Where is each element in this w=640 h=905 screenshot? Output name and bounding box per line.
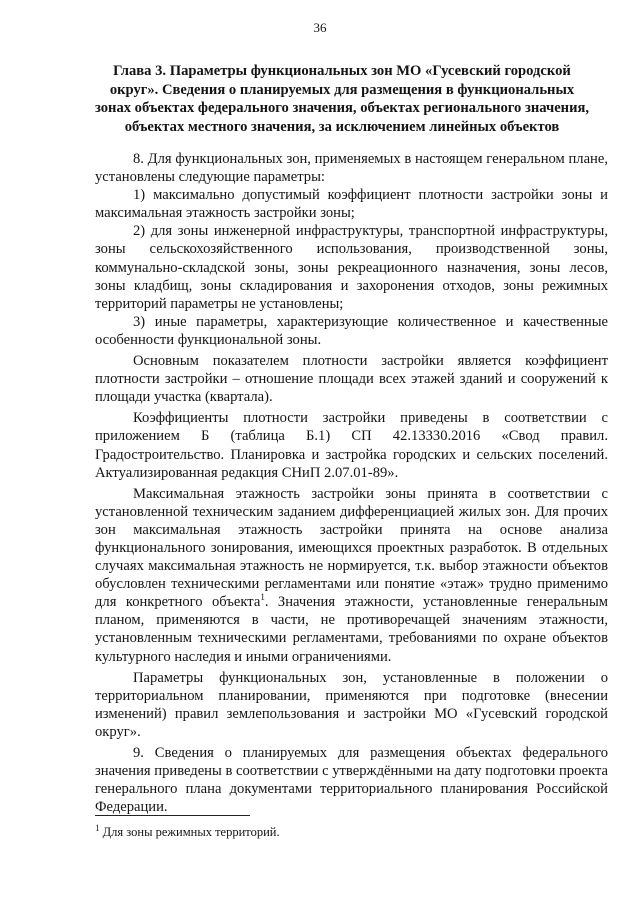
footnote xyxy=(95,822,608,840)
floors-paragraph-text: Максимальная этажность застройки зоны принята в соответствии с установленной техническим заданием дифференциацией жилых зон. Для прочих зон максимальная этажность застройки принята на основе анализа функционального зонирования, имеющихся проектных разработок. В отдельных случаях максимальная этажность не нормируется, т.к. выбор этажности объектов обусловлен техническими регламентами или понятие «этаж» трудно применимо для конкретного объекта xyxy=(95,485,608,611)
footnote-divider xyxy=(95,815,250,816)
list-item-3: 3) иные параметры, характеризующие количественное и качественные особенности функциональной зоны. xyxy=(95,313,608,348)
footnote-marker: 1 xyxy=(95,822,100,833)
footnote-text: Для зоны режимных территорий. xyxy=(102,825,280,839)
density-paragraph: Основным показателем плотности застройки является коэффициент плотности застройки – отношение площади всех этажей зданий и сооружений к площади участка (квартала). xyxy=(95,353,608,406)
footnote-reference: 1 xyxy=(260,592,265,603)
document-body xyxy=(95,150,608,816)
coefficients-paragraph: Коэффициенты плотности застройки приведены в соответствии с приложением Б (таблица Б.1) СП 42.13330.2016 «Свод правил. Градостроительство. Планировка и застройка городских и сельских поселений. Актуализированная редакция СНиП 2.07.01-89». xyxy=(95,410,608,481)
floors-paragraph: Максимальная этажность застройки зоны принята в соответствии с установленной техническим заданием дифференциацией жилых зон. Для прочих зон максимальная этажность застройки принята на основе анализа функционального зонирования, имеющихся проектных разработок. В отдельных случаях максимальная этажность не нормируется, т.к. выбор этажности объектов обусловлен техническими регламентами или понятие «этаж» трудно применимо для конкретного объекта$^1$. Значения этажности, установленные генеральным планом, применяются в части, не противоречащей значениям этажности, установленным техническими регламентами, требованиями по охране объектов культурного наследия и иными ограничениями. xyxy=(95,485,609,665)
floors-paragraph-continuation: Значения этажности, установленные генеральным планом, применяются в части, не противоречащей значениям этажности, установленным техническими регламентами, требованиями по охране объектов культурного наследия и иными ограничениями. xyxy=(95,594,609,665)
paragraph-8: 8. Для функциональных зон, применяемых в настоящем генеральном плане, установлены следующие параметры: xyxy=(95,151,608,186)
zone-parameters-paragraph: Параметры функциональных зон, установленные в положении о территориальном планировании, применяются при подготовке (внесении изменений) правил землепользования и застройки МО «Гусевский городской округ». xyxy=(95,669,608,740)
paragraph-9: 9. Сведения о планируемых для размещения объектах федерального значения приведены в соответствии с утверждёнными на дату подготовки проекта генерального плана документами территориального планирования Российской Федерации. xyxy=(95,745,608,816)
list-item-2: 2) для зоны инженерной инфраструктуры, транспортной инфраструктуры, зоны сельскохозяйственного использования, производственной зоны, коммунально-складской зоны, зоны рекреационного назначения, зоны лесов, зоны кладбищ, зоны складирования и захоронения отходов, зоны режимных территорий параметры не установлены; xyxy=(95,223,608,312)
list-item-1: 1) максимально допустимый коэффициент плотности застройки зоны и максимальная этажность застройки зоны; xyxy=(95,187,608,222)
chapter-heading: Глава 3. Параметры функциональных зон МО «Гусевский городской округ». Сведения о планируемых для размещения в функциональных зонах объектах федерального значения, объектах регионального значения, объектах местного значения, за исключением линейных объектов xyxy=(94,63,590,135)
page-number: 36 xyxy=(313,20,327,35)
